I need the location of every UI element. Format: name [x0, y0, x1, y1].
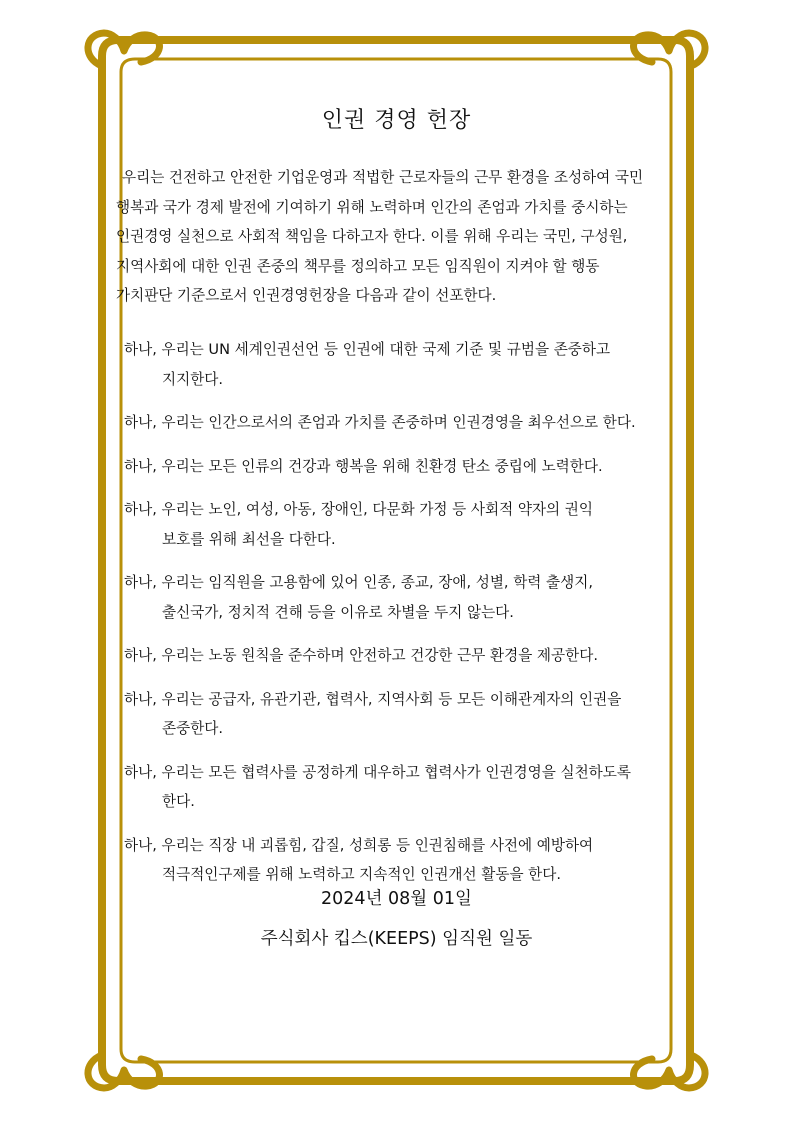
pledge-item: [124, 641, 684, 671]
pledge-continuation: 보호를 위해 최선을 다한다.: [162, 530, 336, 548]
charter-pledge-list: [124, 335, 684, 904]
pledge-item: [124, 685, 684, 744]
pledge-continuation: 존중한다.: [162, 720, 224, 737]
charter-date: 2024년 08월 01일: [321, 889, 472, 909]
charter-intro: [116, 163, 688, 311]
charter-title: 인권 경영 헌장: [321, 108, 472, 133]
charter-signer: 주식회사 킵스(KEEPS) 임직원 일동: [260, 929, 533, 949]
pledge-line: 하나, 우리는 임직원을 고용함에 있어 인종, 종교, 장애, 성별, 학력 출생지,: [124, 574, 593, 591]
intro-line: 지역사회에 대한 인권 존중의 책무를 정의하고 모든 임직원이 지켜야 할 행동: [116, 257, 600, 275]
pledge-continuation: 지지한다.: [162, 370, 224, 388]
pledge-item: [124, 408, 684, 438]
pledge-item: [124, 335, 684, 394]
pledge-item: [124, 568, 684, 627]
pledge-line: 하나, 우리는 직장 내 괴롭힘, 갑질, 성희롱 등 인권침해를 사전에 예방하여: [124, 836, 594, 854]
pledge-line: 하나, 우리는 모든 인류의 건강과 행복을 위해 친환경 탄소 중립에 노력한다.: [124, 457, 603, 475]
intro-line: 가치판단 기준으로서 인권경영헌장을 다음과 같이 선포한다.: [116, 287, 497, 304]
pledge-line: 하나, 우리는 UN 세계인권선언 등 인권에 대한 국제 기준 및 규범을 존중하고: [124, 341, 611, 358]
intro-line: 행복과 국가 경제 발전에 기여하기 위해 노력하며 인간의 존엄과 가치를 중시하는: [116, 198, 628, 216]
pledge-continuation: 출신국가, 정치적 견해 등을 이유로 차별을 두지 않는다.: [162, 603, 514, 621]
pledge-continuation: 적극적인구제를 위해 노력하고 지속적인 인권개선 활동을 한다.: [162, 866, 562, 883]
pledge-line: 하나, 우리는 노동 원칙을 준수하며 안전하고 건강한 근무 환경을 제공한다.: [124, 647, 598, 664]
pledge-continuation: 한다.: [162, 793, 195, 810]
pledge-item: [124, 758, 684, 817]
pledge-item: [124, 831, 684, 890]
intro-line: 인권경영 실천으로 사회적 책임을 다하고자 한다. 이를 위해 우리는 국민, 구성원,: [116, 228, 628, 245]
pledge-line: 하나, 우리는 모든 협력사를 공정하게 대우하고 협력사가 인권경영을 실천하도록: [124, 763, 631, 781]
pledge-line: 하나, 우리는 노인, 여성, 아동, 장애인, 다문화 가정 등 사회적 약자의 권익: [124, 501, 593, 518]
pledge-line: 하나, 우리는 공급자, 유관기관, 협력사, 지역사회 등 모든 이해관계자의 인권을: [124, 690, 622, 708]
pledge-item: [124, 495, 684, 554]
pledge-line: 하나, 우리는 인간으로서의 존엄과 가치를 존중하며 인권경영을 최우선으로 한다.: [124, 414, 636, 431]
pledge-item: [124, 452, 684, 482]
intro-line: 우리는 건전하고 안전한 기업운영과 적법한 근로자들의 근무 환경을 조성하여 국민: [122, 169, 644, 186]
